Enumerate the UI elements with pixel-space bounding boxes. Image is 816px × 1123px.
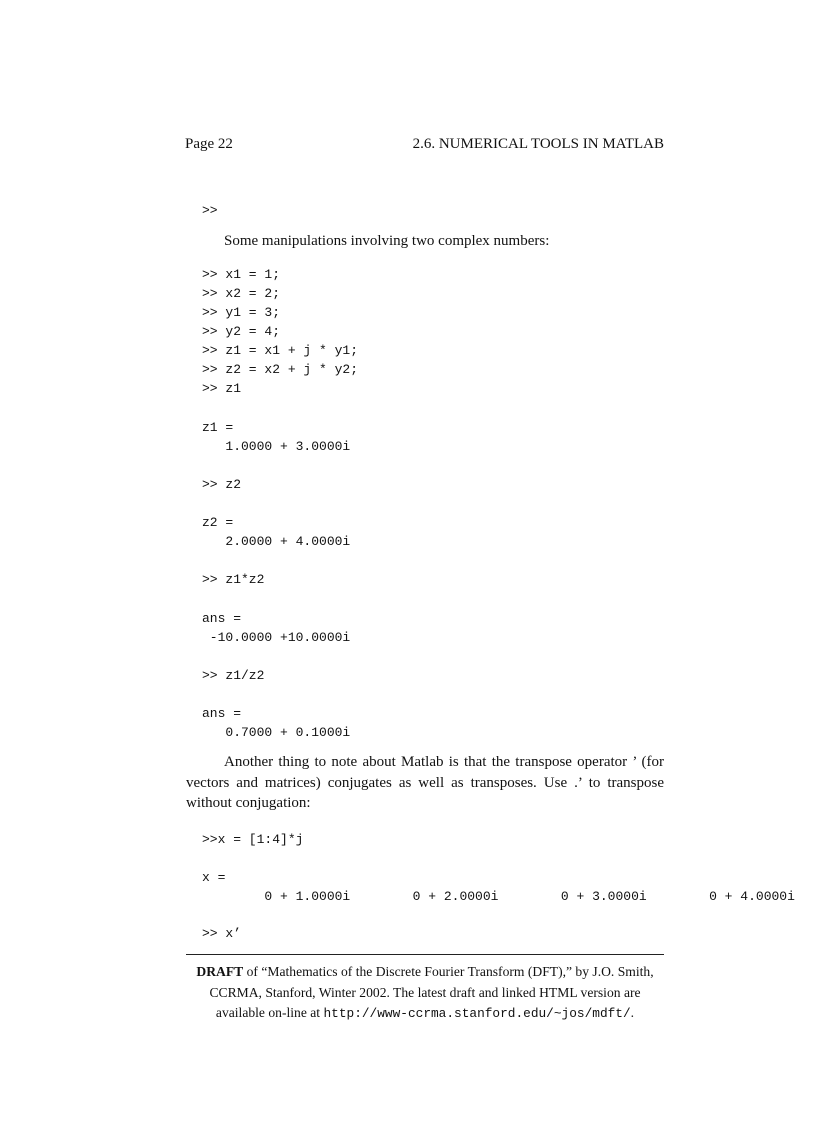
footer-period: . xyxy=(630,1005,635,1020)
output-divide xyxy=(202,704,350,742)
code-line: >>x = [1:4]*j xyxy=(202,832,304,847)
command-divide xyxy=(202,666,264,685)
footer-citation: of “Mathematics of the Discrete Fourier Transform (DFT),” by J.O. Smith, CCRMA, Stanford, Winter 2002. The latest draft and linked HTML version are available on-line at xyxy=(209,964,654,1020)
code-line: z2 = xyxy=(202,515,234,530)
code-line: >> z1/z2 xyxy=(202,668,265,683)
code-line: ans = xyxy=(202,706,242,721)
code-line: ans = xyxy=(202,611,242,626)
draft-label: DRAFT xyxy=(196,964,244,979)
command-x xyxy=(202,830,303,849)
code-line: >> z1 xyxy=(202,381,242,396)
code-line: x = xyxy=(202,870,226,885)
code-line: >> y1 = 3; xyxy=(202,305,281,320)
code-line: >> z2 xyxy=(202,477,242,492)
code-line: >> z1*z2 xyxy=(202,572,265,587)
code-line: >> x1 = 1; xyxy=(202,267,281,282)
code-line: >> xyxy=(202,203,218,218)
code-line: 1.0000 + 3.0000i xyxy=(202,439,351,454)
command-x-transpose xyxy=(202,924,241,943)
code-line: >> x’ xyxy=(202,926,242,941)
code-line: >> z1 = x1 + j * y1; xyxy=(202,343,359,358)
page-footer xyxy=(186,962,664,1025)
page-header xyxy=(185,136,664,156)
code-prompt-top xyxy=(202,201,218,220)
code-line: 2.0000 + 4.0000i xyxy=(202,534,351,549)
output-x xyxy=(202,868,795,906)
code-line: >> z2 = x2 + j * y2; xyxy=(202,362,359,377)
footer-url: http://www-ccrma.stanford.edu/~jos/mdft/ xyxy=(323,1006,631,1021)
transpose-paragraph: Another thing to note about Matlab is that the transpose operator ’ (for vectors and matrices) conjugates as well as transposes. Use .’ to transpose without conjugation: xyxy=(186,754,664,811)
intro-paragraph: Some manipulations involving two complex numbers: xyxy=(224,233,550,249)
code-line: >> x2 = 2; xyxy=(202,286,281,301)
code-assignments xyxy=(202,265,358,398)
footer-divider xyxy=(186,954,664,955)
code-line: 0 + 1.0000i 0 + 2.0000i 0 + 3.0000i 0 + 4.0000i xyxy=(202,889,795,904)
output-z2 xyxy=(202,513,350,551)
command-z2 xyxy=(202,475,241,494)
section-title: 2.6. NUMERICAL TOOLS IN MATLAB xyxy=(412,136,664,152)
output-multiply xyxy=(202,609,350,647)
code-line: -10.0000 +10.0000i xyxy=(202,630,351,645)
code-line: >> y2 = 4; xyxy=(202,324,281,339)
code-line: 0.7000 + 0.1000i xyxy=(202,725,351,740)
output-z1 xyxy=(202,418,350,456)
code-line: z1 = xyxy=(202,420,234,435)
page-number: Page 22 xyxy=(185,136,233,152)
command-multiply xyxy=(202,570,264,589)
